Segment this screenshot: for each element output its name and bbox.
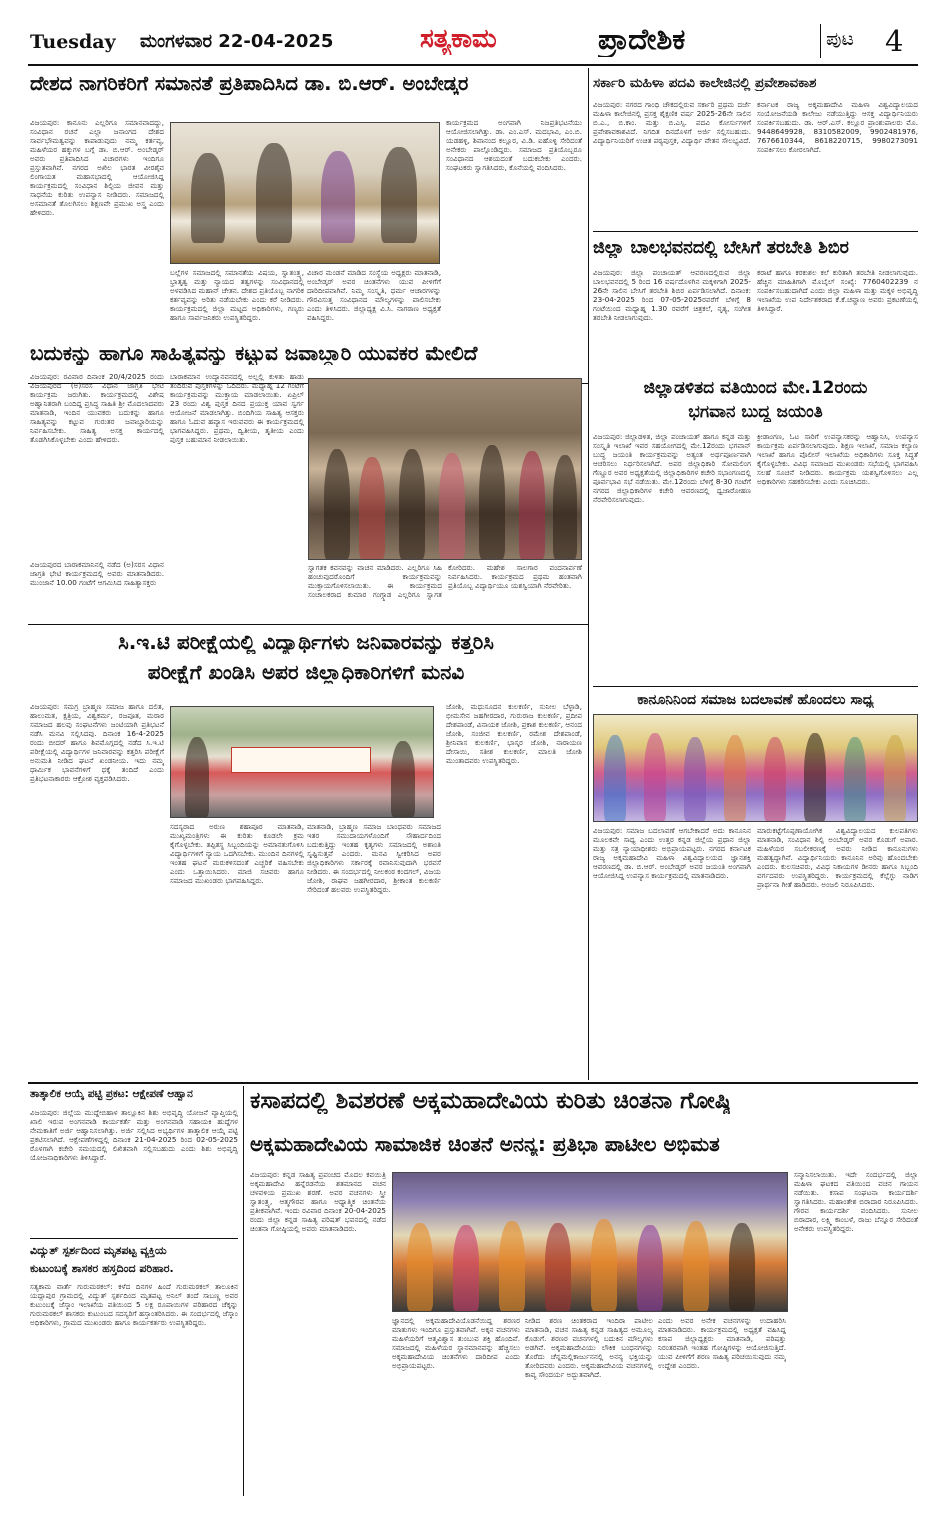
article-7-headline: ಕಾನೂನಿನಿಂದ ಸಮಾಜ ಬದಲಾವಣೆ ಹೊಂದಲು ಸಾಧ್ಯ [637, 692, 874, 708]
newspaper-logo: ಸತ್ಯಕಾಮ [420, 24, 497, 54]
article-1-col-1: ವಿಜಯಪುರ: ಕಾನೂನು ಎಲ್ಲರಿಗೂ ಸಮಾನವಾದದ್ದು, ಸಂವಿಧಾನ ರಚನೆ ಎಲ್ಲಾ ಜನಾಂಗದ ದೇಶದ ಸಾರ್ವಭೌಮತ್ವವನ್ನು ಕಾಪಾಡುವುದು ನಮ್ಮ ಕರ್ತವ್ಯ, ಮಹಿಳೆಯರ ಹಕ್ಕುಗಳ ಬಗ್ಗೆ ಡಾ. ಬಿ.ಆರ್. ಅಂಬೇಡ್ಕರ್ ಅವರು ಪ್ರತಿಪಾದಿಸಿದ ವಿಚಾರಗಳು ಇಂದಿಗೂ ಪ್ರಸ್ತುತವಾಗಿವೆ. ನಗರದ ಅಖಿಲ ಭಾರತ ವೀರಶೈವ ಲಿಂಗಾಯತ ಮಹಾಸಭಾದಲ್ಲಿ ಆಯೋಜಿಸಿದ್ದ ಕಾರ್ಯಕ್ರಮದಲ್ಲಿ ಸಂವಿಧಾನ ಶಿಲ್ಪಿಯ ಜೀವನ ಮತ್ತು ಸಾಧನೆಯ ಕುರಿತು ಉಪನ್ಯಾಸ ನೀಡಿದರು. ಸಮಾಜದಲ್ಲಿ ಅಸಮಾನತೆ ತೊಲಗಿಸಲು ಶಿಕ್ಷಣವೇ ಪ್ರಮುಖ ಅಸ್ತ್ರ ಎಂದು ಹೇಳಿದರು. [30, 118, 164, 217]
header-rule [28, 64, 918, 66]
article-9-body: ಸತ್ಯಕಾಮ ವಾರ್ತೆ ಗುರುಮಠಕಲ್: ಕಳೆದ ದಿನಗಳ ಹಿಂದೆ ಗುರುಮಠಕಲ್ ತಾಲೂಕಿನ ಯದ್ಲಾಪುರ ಗ್ರಾಮದಲ್ಲಿ ವಿದ್ಯುತ್ ಸ್ಪರ್ಶದಿಂದ ಮೃತಪಟ್ಟ ಅನಿಲ್ ತಂದೆ ಸಾಬಣ್ಣ ಅವರ ಕುಟುಂಬಕ್ಕೆ ಜೆಸ್ಕಾಂ ಇಲಾಖೆಯ ವತಿಯಿಂದ 5 ಲಕ್ಷ ರೂಪಾಯಿಗಳ ಪರಿಹಾರದ ಚೆಕ್ಕನ್ನು ಗುರುಮಠಕಲ್ ಶಾಸಕರು ಕುಟುಂಬದ ಸದಸ್ಯರಿಗೆ ಹಸ್ತಾಂತರಿಸಿದರು. ಈ ಸಂದರ್ಭದಲ್ಲಿ ಜೆಸ್ಕಾಂ ಅಧಿಕಾರಿಗಳು, ಗ್ರಾಮದ ಮುಖಂಡರು ಹಾಗೂ ಕಾರ್ಯಕರ್ತರು ಉಪಸ್ಥಿತರಿದ್ದರು. [30, 1282, 238, 1327]
article-10-col-5: ಸನ್ಮಾನಿಸಲಾಯಿತು. ಇದೇ ಸಂದರ್ಭದಲ್ಲಿ ಜಿಲ್ಲಾ ಮಹಿಳಾ ಘಟಕದ ವತಿಯಿಂದ ವಚನ ಗಾಯನ ನಡೆಯಿತು. ಕಸಾಪ ಸಂಘಟನಾ ಕಾರ್ಯದರ್ಶಿ ಸ್ವಾಗತಿಸಿದರು. ಮಹಾಂತೇಶ ಬಿರಾದಾರ ನಿರೂಪಿಸಿದರು. ಗೌರವ ಕಾರ್ಯದರ್ಶಿ ವಂದಿಸಿದರು. ಸುನೀಲ ಬಿರಾದಾರ, ಲಕ್ಷ್ಮಿ ಕಾಂಬಳೆ, ರಾಜು ಬೆನ್ನೂರ ಸೇರಿದಂತೆ ಅನೇಕರು ಉಪಸ್ಥಿತರಿದ್ದರು. [794, 1170, 918, 1233]
header-date: ಮಂಗಳವಾರ 22-04-2025 [140, 31, 334, 52]
article-1-col-3: ವಿಚಾರ ಮಂಡನೆ ಮಾಡಿದ ಸಂಸ್ಥೆಯ ಅಧ್ಯಕ್ಷರು ಮಾತನಾಡಿ, ಅಂಬೇಡ್ಕರ್ ಅವರ ಚಿಂತನೆಗಳು ಯುವ ಪೀಳಿಗೆಗೆ ದಾರಿದೀಪವಾಗಿವೆ. ನಿಮ್ಮ ಸಂಸ್ಕೃತಿ, ಧರ್ಮ ಆಚಾರಗಳನ್ನು ಗೌರವಿಸುತ್ತ ಸಂವಿಧಾನದ ಮೌಲ್ಯಗಳನ್ನು ಪಾಲಿಸಬೇಕು ಎಂದು ತಿಳಿಸಿದರು. ಜಿಲ್ಲಾಧ್ಯಕ್ಷ ವಿ.ಸಿ. ನಾಗಠಾಣ ಅಧ್ಯಕ್ಷತೆ ವಹಿಸಿದ್ದರು. [307, 268, 441, 322]
article-10-col-1: ವಿಜಯಪುರ: ಕನ್ನಡ ಸಾಹಿತ್ಯ ಪ್ರಪಂಚದ ಮೊದಲ ಕವಯಿತ್ರಿ ಅಕ್ಕಮಹಾದೇವಿ ಹನ್ನೆರಡನೆಯ ಶತಮಾನದ ವಚನ ಚಳವಳಿಯ ಪ್ರಮುಖ ಶರಣೆ. ಅವರ ವಚನಗಳು ಸ್ತ್ರೀ ಸ್ವಾತಂತ್ರ್ಯ, ಆತ್ಮಗೌರವ ಹಾಗೂ ಆಧ್ಯಾತ್ಮಿಕ ಚಿಂತನೆಯ ಪ್ರತೀಕವಾಗಿವೆ. ಇಂದು ರವಿವಾರ ದಿನಾಂಕ 20-04-2025 ರಂದು ಜಿಲ್ಲಾ ಕನ್ನಡ ಸಾಹಿತ್ಯ ಪರಿಷತ್ ಭವನದಲ್ಲಿ ನಡೆದ ಚಿಂತನಾ ಗೋಷ್ಠಿಯಲ್ಲಿ ಅವರು ಮಾತನಾಡಿದರು. [250, 1170, 386, 1233]
article-6-col-2: ಸದಸ್ಯರಾದ ಅರುಣ ಶಹಾಪೂರ ಮಾತನಾಡಿ, ಮುಖ್ಯಮಂತ್ರಿಗಳು ಈ ಕುರಿತು ಕೂಡಲೇ ಕ್ರಮ ಕೈಗೊಳ್ಳಬೇಕು. ತಪ್ಪಿತಸ್ಥ ಸಿಬ್ಬಂದಿಯನ್ನು ಅಮಾನತುಗೊಳಿಸಿ ವಿದ್ಯಾರ್ಥಿಗಳಿಗೆ ನ್ಯಾಯ ಒದಗಿಸಬೇಕು. ಮುಂದಿನ ದಿನಗಳಲ್ಲಿ ಇಂತಹ ಘಟನೆ ಮರುಕಳಿಸದಂತೆ ಎಚ್ಚರಿಕೆ ವಹಿಸಬೇಕು ಎಂದು ಒತ್ತಾಯಿಸಿದರು. ಮಾಜಿ ಸಚಿವರು ಹಾಗೂ ಸಮಾಜದ ಮುಖಂಡರು ಭಾಗವಹಿಸಿದ್ದರು. [170, 822, 304, 885]
article-10-col-2: ಜ್ಞಾನದಲ್ಲಿ ಅಕ್ಕಮಹಾದೇವಿಯೊಡನೆಯಿದ್ದ ಶರಣರ ಮಾತುಗಳು ಇಂದಿಗೂ ಪ್ರಸ್ತುತವಾಗಿವೆ. ಅಕ್ಕನ ವಚನಗಳು ಮಹಿಳೆಯರಿಗೆ ಆತ್ಮವಿಶ್ವಾಸ ತುಂಬುವ ಶಕ್ತಿ ಹೊಂದಿವೆ. ಸಮಾಜದಲ್ಲಿ ಮಹಿಳೆಯರ ಸ್ಥಾನಮಾನವನ್ನು ಹೆಚ್ಚಿಸಲು ಅಕ್ಕಮಹಾದೇವಿಯ ಚಿಂತನೆಗಳು ದಾರಿದೀಪ ಎಂದು ಅಭಿಪ್ರಾಯಪಟ್ಟರು. [392, 1316, 520, 1370]
divider [28, 1082, 918, 1084]
article-2-col-1: ವಿಜಯಪುರ: ನಗರದ ಗಾಂಧಿ ಚೌಕದಲ್ಲಿರುವ ಸರ್ಕಾರಿ ಪ್ರಥಮ ದರ್ಜೆ ಮಹಿಳಾ ಕಾಲೇಜಿನಲ್ಲಿ ಪ್ರಸಕ್ತ ಶೈಕ್ಷಣಿಕ ವರ್ಷ 2025-26ನೇ ಸಾಲಿನ ಬಿ.ಎ., ಬಿ.ಕಾಂ. ಮತ್ತು ಬಿ.ಎಸ್ಸಿ. ಪದವಿ ಕೋರ್ಸುಗಳಿಗೆ ಪ್ರವೇಶಾವಕಾಶವಿದೆ. ನಿಗದಿತ ದಿನದೊಳಗೆ ಅರ್ಜಿ ಸಲ್ಲಿಸಬಹುದು. ವಿದ್ಯಾರ್ಥಿನಿಯರಿಗೆ ಉಚಿತ ಪಠ್ಯಪುಸ್ತಕ, ವಿದ್ಯಾರ್ಥಿ ವೇತನ ಸೌಲಭ್ಯವಿದೆ. [593, 100, 751, 145]
article-5-col-1: ವಿಜಯಪುರ: ಜಿಲ್ಲಾಡಳಿತ, ಜಿಲ್ಲಾ ಪಂಚಾಯತ್ ಹಾಗೂ ಕನ್ನಡ ಮತ್ತು ಸಂಸ್ಕೃತಿ ಇಲಾಖೆ ಇವರ ಸಹಯೋಗದಲ್ಲಿ ಮೇ.12ರಂದು ಭಗವಾನ್ ಬುದ್ಧ ಜಯಂತಿ ಕಾರ್ಯಕ್ರಮವನ್ನು ಅತ್ಯಂತ ಅರ್ಥಪೂರ್ಣವಾಗಿ ಆಚರಿಸಲು ನಿರ್ಧರಿಸಲಾಗಿದೆ. ಅಪರ ಜಿಲ್ಲಾಧಿಕಾರಿ ಸೋಮಲಿಂಗ ಗೆಣ್ಣೂರ ಅವರ ಅಧ್ಯಕ್ಷತೆಯಲ್ಲಿ ಜಿಲ್ಲಾಧಿಕಾರಿಗಳ ಕಚೇರಿ ಸಭಾಂಗಣದಲ್ಲಿ ಪೂರ್ವಭಾವಿ ಸಭೆ ನಡೆಯಿತು. ಮೇ.12ರಂದು ಬೆಳಿಗ್ಗೆ 8-30 ಗಂಟೆಗೆ ನಗರದ ಜಿಲ್ಲಾಧಿಕಾರಿಗಳ ಕಚೇರಿ ಆವರಣದಲ್ಲಿ ಧ್ವಜಾರೋಹಣ ನೆರವೇರಿಸಲಾಗುವುದು. [593, 432, 751, 504]
article-1-col-2: ಬಲ್ಲೆಗಳ ಸಮಾಜದಲ್ಲಿ ಸಮಾನತೆಯ ವಿಷಯ, ಸ್ವಾತಂತ್ರ್ಯ, ಭ್ರಾತೃತ್ವ ಮತ್ತು ನ್ಯಾಯದ ತತ್ವಗಳನ್ನು ಸಂವಿಧಾನದಲ್ಲಿ ಅಳವಡಿಸಿದ ಮಹಾನ್ ಚೇತನ. ದೇಶದ ಪ್ರತಿಯೊಬ್ಬ ನಾಗರಿಕ ಕರ್ತವ್ಯವನ್ನು ಅರಿತು ನಡೆಯಬೇಕು ಎಂದು ಕರೆ ನೀಡಿದರು. ಕಾರ್ಯಕ್ರಮದಲ್ಲಿ ಜಿಲ್ಲಾ ಮಟ್ಟದ ಅಧಿಕಾರಿಗಳು, ಗಣ್ಯರು ಹಾಗೂ ಸಾರ್ವಜನಿಕರು ಉಪಸ್ಥಿತರಿದ್ದರು. [170, 268, 304, 322]
header-day: Tuesday [30, 31, 116, 53]
article-7-photo [593, 714, 918, 822]
column-divider [243, 1086, 244, 1496]
article-8-body: ವಿಜಯಪುರ: ಜಿಲ್ಲೆಯ ಮುದ್ದೇಬಿಹಾಳ ತಾಲ್ಲೂಕಿನ ಶಿಶು ಅಭಿವೃದ್ಧಿ ಯೋಜನೆ ವ್ಯಾಪ್ತಿಯಲ್ಲಿ ಖಾಲಿ ಇರುವ ಅಂಗನವಾಡಿ ಕಾರ್ಯಕರ್ತೆ ಮತ್ತು ಅಂಗನವಾಡಿ ಸಹಾಯಕಿ ಹುದ್ದೆಗಳ ನೇಮಕಾತಿಗೆ ಅರ್ಜಿ ಆಹ್ವಾನಿಸಲಾಗಿತ್ತು. ಅರ್ಜಿ ಸಲ್ಲಿಸಿದ ಅಭ್ಯರ್ಥಿಗಳ ತಾತ್ಕಾಲಿಕ ಆಯ್ಕೆ ಪಟ್ಟಿ ಪ್ರಕಟಿಸಲಾಗಿದೆ. ಆಕ್ಷೇಪಣೆಗಳಿದ್ದಲ್ಲಿ ದಿನಾಂಕ 21-04-2025 ರಿಂದ 02-05-2025 ರೊಳಗಾಗಿ ಕಚೇರಿ ಸಮಯದಲ್ಲಿ ಲಿಖಿತವಾಗಿ ಸಲ್ಲಿಸಬಹುದು ಎಂದು ಶಿಶು ಅಭಿವೃದ್ಧಿ ಯೋಜನಾಧಿಕಾರಿಗಳು ತಿಳಿಸಿದ್ದಾರೆ. [30, 1108, 238, 1162]
article-2-col-2: ಕರ್ನಾಟಕ ರಾಜ್ಯ ಅಕ್ಕಮಹಾದೇವಿ ಮಹಿಳಾ ವಿಶ್ವವಿದ್ಯಾಲಯದ ಸಂಯೋಜನೆಯಡಿ ಕಾಲೇಜು ನಡೆಯುತ್ತಿದ್ದು ಆಸಕ್ತ ವಿದ್ಯಾರ್ಥಿನಿಯರು ಸಂಪರ್ಕಿಸಬಹುದು. ಡಾ. ಆರ್.ಎಸ್. ಕಲ್ಲೂರ ಪ್ರಾಂಶುಪಾಲರು ಮೊ. 9448649928, 8310582009, 9902481976, 7676610344, 8618220715, 9980273091 ಸಂಪರ್ಕಿಸಲು ಕೋರಲಾಗಿದೆ. [757, 100, 918, 154]
page-label: ಪುಟ [826, 28, 854, 50]
header-divider [820, 24, 821, 58]
article-6-photo [170, 706, 434, 818]
article-7-col-1: ವಿಜಯಪುರ: ಸಮಾಜ ಬದಲಾವಣೆ ಆಗಬೇಕಾದರೆ ಅದು ಕಾನೂನಿನ ಮೂಲಕವೇ ಸಾಧ್ಯ ಎಂದು ಉತ್ತರ ಕನ್ನಡ ಜಿಲ್ಲೆಯ ಪ್ರಧಾನ ಜಿಲ್ಲಾ ಮತ್ತು ಸತ್ರ ನ್ಯಾಯಾಧೀಶರು ಅಭಿಪ್ರಾಯಪಟ್ಟರು. ನಗರದ ಕರ್ನಾಟಕ ರಾಜ್ಯ ಅಕ್ಕಮಹಾದೇವಿ ಮಹಿಳಾ ವಿಶ್ವವಿದ್ಯಾಲಯದ ಜ್ಞಾನಶಕ್ತಿ ಆವರಣದಲ್ಲಿ ಡಾ. ಬಿ.ಆರ್. ಅಂಬೇಡ್ಕರ್ ಅವರ ಜಯಂತಿ ಅಂಗವಾಗಿ ಆಯೋಜಿಸಿದ್ದ ಉಪನ್ಯಾಸ ಕಾರ್ಯಕ್ರಮದಲ್ಲಿ ಮಾತನಾಡಿದರು. [593, 826, 751, 880]
divider [30, 1238, 238, 1239]
page-number: 4 [885, 24, 904, 58]
article-4-photo [308, 378, 582, 560]
article-10-col-3: ನೀಡಿದ ಶರಣ ಚಿಂತಕರಾದ ಇಂದಿರಾ ಪಾಟೀಲ ಮಾತನಾಡಿ, ವಚನ ಸಾಹಿತ್ಯ ಕನ್ನಡ ಸಾಹಿತ್ಯದ ಅಮೂಲ್ಯ ಕೊಡುಗೆ. ಶರಣರ ವಚನಗಳಲ್ಲಿ ಬದುಕಿನ ಮೌಲ್ಯಗಳು ಅಡಗಿವೆ. ಅಕ್ಕಮಹಾದೇವಿಯು ಲೌಕಿಕ ಬಂಧನಗಳನ್ನು ತೊರೆದು ಚೆನ್ನಮಲ್ಲಿಕಾರ್ಜುನನಲ್ಲಿ ಅನನ್ಯ ಭಕ್ತಿಯನ್ನು ತೋರಿದವರು ಎಂದರು. ಅಕ್ಕಮಹಾದೇವಿಯ ವಚನಗಳಲ್ಲಿ ಕಾವ್ಯ ಸೌಂದರ್ಯ ಅದ್ಭುತವಾಗಿದೆ. [525, 1316, 653, 1379]
article-10-col-4: ಎಂದು ಅವರ ಅನೇಕ ವಚನಗಳನ್ನು ಉದಾಹರಿಸಿ ಮಾತನಾಡಿದರು. ಕಾರ್ಯಕ್ರಮದಲ್ಲಿ ಅಧ್ಯಕ್ಷತೆ ವಹಿಸಿದ್ದ ಕಸಾಪ ಜಿಲ್ಲಾಧ್ಯಕ್ಷರು ಮಾತನಾಡಿ, ಪರಿಷತ್ತು ನಿರಂತರವಾಗಿ ಇಂತಹ ಗೋಷ್ಠಿಗಳನ್ನು ಆಯೋಜಿಸುತ್ತಿದೆ. ಯುವ ಪೀಳಿಗೆಗೆ ಶರಣ ಸಾಹಿತ್ಯ ಪರಿಚಯಿಸುವುದು ನಮ್ಮ ಉದ್ದೇಶ ಎಂದರು. [658, 1316, 786, 1370]
article-5-col-2: ಕ್ರೀಡಾಂಗಣ, ಓಟ ಸಾರಿಗೆ ಉಪನ್ಯಾಸಕರನ್ನು ಆಹ್ವಾನಿಸಿ, ಉಪನ್ಯಾಸ ಕಾರ್ಯಕ್ರಮ ಏರ್ಪಡಿಸಲಾಗುವುದು. ಶಿಕ್ಷಣ ಇಲಾಖೆ, ಸಮಾಜ ಕಲ್ಯಾಣ ಇಲಾಖೆ ಹಾಗೂ ಪೊಲೀಸ್ ಇಲಾಖೆಯ ಅಧಿಕಾರಿಗಳು ಸೂಕ್ತ ಸಿದ್ಧತೆ ಕೈಗೊಳ್ಳಬೇಕು. ವಿವಿಧ ಸಮಾಜದ ಮುಖಂಡರು ಸಭೆಯಲ್ಲಿ ಭಾಗವಹಿಸಿ ಸಲಹೆ ಸೂಚನೆ ನೀಡಿದರು. ಕಾರ್ಯಕ್ರಮ ಯಶಸ್ವಿಗೊಳಿಸಲು ಎಲ್ಲ ಅಧಿಕಾರಿಗಳು ಸಹಕರಿಸಬೇಕು ಎಂದು ಸೂಚಿಸಿದರು. [757, 432, 918, 486]
article-4-headline: ಬದುಕನ್ನು ಹಾಗೂ ಸಾಹಿತ್ಯವನ್ನು ಕಟ್ಟುವ ಜವಾಬ್ದಾರಿ ಯುವಕರ ಮೇಲಿದೆ [30, 341, 478, 365]
article-10-subheadline: ಅಕ್ಕಮಹಾದೇವಿಯ ಸಾಮಾಜಿಕ ಚಿಂತನೆ ಅನನ್ಯ: ಪ್ರತಿಭಾ ಪಾಟೀಲ ಅಭಿಮತ [250, 1132, 720, 1156]
article-10-headline: ಕಸಾಪದಲ್ಲಿ ಶಿವಶರಣೆ ಅಕ್ಕಮಹಾದೇವಿಯ ಕುರಿತು ಚಿಂತನಾ ಗೋಷ್ಠಿ [250, 1088, 731, 1114]
article-4-col-1: ವಿಜಯಪುರ: ರವಿವಾರ ದಿನಾಂಕ 20/4/2025 ರಂದು ವಿಜಯಪುರದ (ಅ)ಸರಸ ವಿಧಾನ ಜಾಗ್ರತಿ ಭೇಟಿ ಕಾರ್ಯಕ್ರಮ ಜರುಗಿತು. ಕಾರ್ಯಕ್ರಮದಲ್ಲಿ ವಿಶೇಷ ಅಹ್ವಾನಿತರಾಗಿ ಬಂದಿದ್ದ ಪ್ರಸಿದ್ಧ ಸಾಹಿತಿ ಶ್ರೀ ಮೊದಲಾದವರು ಮಾತನಾಡಿ, ಇಂದಿನ ಯುವಕರು ಬದುಕನ್ನು ಹಾಗೂ ಸಾಹಿತ್ಯವನ್ನು ಕಟ್ಟುವ ಗುರುತರ ಜವಾಬ್ದಾರಿಯನ್ನು ನಿರ್ವಹಿಸಬೇಕು. ಸಾಹಿತ್ಯ ಅಸಕ್ತ ಕಾರ್ಯದಲ್ಲಿ ತೊಡಗಿಸಿಕೊಳ್ಳಬೇಕು ಎಂದು ಹೇಳಿದರು. [30, 372, 164, 444]
divider [593, 686, 918, 687]
article-9-subheadline: ಕುಟುಂಬಕ್ಕೆ ಶಾಸಕರ ಹಸ್ತದಿಂದ ಪರಿಹಾರ. [30, 1262, 174, 1275]
article-10-photo [392, 1172, 788, 1312]
article-5-subheadline: ಭಗವಾನ ಬುದ್ಧ ಜಯಂತಿ [688, 402, 823, 422]
article-4-col-2: ಬಾರಾಕಮಾನ ಉದ್ಯಾನವನದಲ್ಲಿ ಅಲ್ಲಲ್ಲಿ ಕುಳಿತು ಹಾಡು ತಂದಿರುವ ಪುಸ್ತಕಗಳನ್ನು ಓದಿದರು. ಮಧ್ಯಾಹ್ನ 12 ಗಂಟೆಗೆ ಕಾರ್ಯಕ್ರಮವನ್ನು ಮುಕ್ತಾಯ ಮಾಡಲಾಯಿತು. ಏಪ್ರಿಲ್ 23 ರಂದು ವಿಶ್ವ ಪುಸ್ತಕ ದಿನದ ಪ್ರಯುಕ್ತ ಯಾವ ಸ್ವರ್ಗ ಆಯೋಜನೆ ಮಾಡಲಾಗಿತ್ತು. ಬಿಂದಿಗಿಯ ಸಾಹಿತ್ಯ ಆಸಕ್ತರು ಹಾಗೂ ಓದುವ ಹವ್ಯಾಸ ಇರುವವರು ಈ ಕಾರ್ಯಕ್ರಮದಲ್ಲಿ ಭಾಗವಹಿಸಿದ್ದರು. ಪ್ರಥಮ, ದ್ವಿತೀಯ, ತೃತೀಯ ಎಂದು ಪುಸ್ತಕ ಬಹುಮಾನ ನೀಡಲಾಯಿತು. [170, 372, 304, 444]
section-title: ಪ್ರಾದೇಶಿಕ [598, 22, 686, 56]
article-9-headline: ವಿದ್ಯುತ್ ಸ್ಪರ್ಶದಿಂದ ಮೃತಪಟ್ಟ ವ್ಯಕ್ತಿಯ [30, 1244, 167, 1257]
article-4-col-3: ಸ್ವಾಗತಕ ಕವನವನ್ನು ವಾಚನ ಮಾಡಿದರು. ಎಲ್ಲರಿಗೂ ಸಿಹಿ ಹಂಚುವುದರೊಂದಿಗೆ ಕಾರ್ಯಕ್ರಮವನ್ನು ಮುಕ್ತಾಯಗೊಳಿಸಲಾಯಿತು. ಈ ಕಾರ್ಯಕ್ರಮದ ಸಂಚಾಲಕರಾದ ಕುಮಾರ ಗಂಗ್ಗ್ನಾಡ ಎಲ್ಲರಿಗೂ ಸ್ವಾಗತ ಕೋರಿದರು. ಮಹೇಶ ಸಾಲಗಾರ ವಂದನಾರ್ಪಣೆ ನಿರ್ವಹಿಸಿದರು. ಕಾರ್ಯಕ್ರಮದ ಪ್ರಥಮ ಹಂತವಾಗಿ ಪ್ರತಿಯೊಬ್ಬ ವಿದ್ಯಾರ್ಥಿಯೂ ಯಶಸ್ವಿಯಾಗಿ ನೆರವೇರಿತು. [308, 563, 582, 599]
article-6-col-1: ವಿಜಯಪುರ: ಸಮಗ್ರ ಬ್ರಾಹ್ಮಣ ಸಮಾಜ ಹಾಗೂ ದಲಿತ, ಹಾಲುಮತ, ಕ್ಷತ್ರಿಯ, ವಿಶ್ವಕರ್ಮ, ರಜಪೂತ, ಮರಾಠ ಸಮಾಜದ ಹಲವು ಸಂಘಟನೆಗಳು ಜಂಟಿಯಾಗಿ ಪ್ರತಿಭಟನೆ ನಡೆಸಿ ಮನವಿ ಸಲ್ಲಿಸಿದವು. ದಿನಾಂಕ 16-4-2025 ರಂದು ಬೀದರ್ ಹಾಗೂ ಶಿವಮೊಗ್ಗದಲ್ಲಿ ನಡೆದ ಸಿ.ಇ.ಟಿ ಪರೀಕ್ಷೆಯಲ್ಲಿ ವಿದ್ಯಾರ್ಥಿಗಳ ಜನಿವಾರವನ್ನು ಕತ್ತರಿಸಿ ಪರೀಕ್ಷೆಗೆ ಅನುಮತಿ ನೀಡಿದ ಘಟನೆ ಖಂಡನೀಯ. ಇದು ನಮ್ಮ ಧಾರ್ಮಿಕ ಭಾವನೆಗಳಿಗೆ ಧಕ್ಕೆ ತಂದಿದೆ ಎಂದು ಪ್ರತಿಭಟನಾಕಾರರು ಆಕ್ರೋಶ ವ್ಯಕ್ತಪಡಿಸಿದರು. [30, 702, 164, 783]
article-6-col-3: ಮಾತನಾಡಿ, ಬ್ರಾಹ್ಮಣ ಸಮಾಜ ಬಾಂಧವರು ಸಮಾಜದ ಇತರ ಸಮುದಾಯಗಳೊಂದಿಗೆ ಸೌಹಾರ್ದದಿಂದ ಬದುಕುತ್ತಿದ್ದು ಇಂತಹ ಕೃತ್ಯಗಳು ಸಮಾಜದಲ್ಲಿ ಅಶಾಂತಿ ಸೃಷ್ಟಿಸುತ್ತವೆ ಎಂದರು. ಮನವಿ ಸ್ವೀಕರಿಸಿದ ಅಪರ ಜಿಲ್ಲಾಧಿಕಾರಿಗಳು ಸರ್ಕಾರಕ್ಕೆ ರವಾನಿಸುವುದಾಗಿ ಭರವಸೆ ನೀಡಿದರು. ಈ ಸಂದರ್ಭದಲ್ಲಿ ನೀಲಕಂಠ ಕಂದಗಲ್, ವಿಜಯ ಜೋಶಿ, ರಾಘವ ಜಹಗೀರದಾರ, ಶ್ರೀಕಾಂತ ಕುಲಕರ್ಣಿ ಸೇರಿದಂತೆ ಹಲವರು ಉಪಸ್ಥಿತರಿದ್ದರು. [307, 822, 441, 894]
article-6-col-4: ಜೋಶಿ, ಮಧುಸೂದನ ಕುಲಕರ್ಣಿ, ಸುನೀಲ ಬೆಳ್ಳಾಡಿ, ಭೀಮಸೇನ ಜಹಗೀರದಾರ, ಗುರುರಾಜ ಕುಲಕರ್ಣಿ, ಪ್ರದೀಪ ದೇಶಪಾಂಡೆ, ವಿನಾಯಕ ಜೋಶಿ, ಪ್ರಕಾಶ ಕುಲಕರ್ಣಿ, ಆನಂದ ಜೋಶಿ, ಸಂಜೀವ ಕುಲಕರ್ಣಿ, ರಮೇಶ ದೇಶಪಾಂಡೆ, ಶ್ರೀನಿವಾಸ ಕುಲಕರ್ಣಿ, ಭಾಸ್ಕರ ಜೋಶಿ, ನಾರಾಯಣ ದೇಸಾಯಿ, ಸತೀಶ ಕುಲಕರ್ಣಿ, ಮಾಲತಿ ಜೋಶಿ ಮುಂತಾದವರು ಉಪಸ್ಥಿತರಿದ್ದರು. [446, 702, 582, 765]
article-3-headline: ಜಿಲ್ಲಾ ಬಾಲಭವನದಲ್ಲಿ ಬೇಸಿಗೆ ತರಬೇತಿ ಶಿಬಿರ [593, 238, 849, 258]
article-4-col-1b: ವಿಜಯಪುರದ ಬಾರಾಕಮಾನಿನಲ್ಲಿ ನಡೆದ (ಅ)ಸರಸ ವಿಧಾನ ಜಾಗ್ರತಿ ಭೇಟಿ ಕಾರ್ಯಕ್ರಮದಲ್ಲಿ ಅವರು ಮಾತನಾಡಿದರು. ಮುಂಜಾನೆ 10.00 ಗಂಟೆಗೆ ಆಗಮಿಸಿದ ಸಾಹಿತ್ಯಾಸಕ್ತರು [30, 560, 164, 587]
article-1-col-4: ಕಾರ್ಯಕ್ರಮದ ಅಂಗವಾಗಿ ನಿಜಪ್ರತಿಭಟನೆಯು ಆಯೋಜಿಸಲಾಗಿತ್ತು. ಡಾ. ಎಂ.ಎಸ್. ಮದಭಾವಿ, ಎಂ.ಬಿ. ಯಡಹಳ್ಳಿ, ಶಿವಾನಂದ ಕಲ್ಲೂರ, ವಿ.ಡಿ. ಐಹೊಳ್ಳಿ ಸೇರಿದಂತೆ ಅನೇಕರು ಪಾಲ್ಗೊಂಡಿದ್ದರು. ಸಮಾಜದ ಪ್ರತಿಯೊಬ್ಬರೂ ಸಂವಿಧಾನದ ಆಶಯದಂತೆ ಬದುಕಬೇಕು ಎಂದರು. ಸಂಘಟಕರು ಸ್ವಾಗತಿಸಿದರು, ಕೊನೆಯಲ್ಲಿ ವಂದಿಸಿದರು. [446, 118, 582, 172]
article-7-col-2: ಮಾರುಕಟ್ಟೆಗೊಪ್ಪಣಾಯೋಗಿಕ ವಿಶ್ವವಿದ್ಯಾಲಯದ ಕುಲಪತಿಗಳು ಮಾತನಾಡಿ, ಸಂವಿಧಾನ ಶಿಲ್ಪಿ ಅಂಬೇಡ್ಕರ್ ಅವರ ಕೊಡುಗೆ ಅಪಾರ. ಮಹಿಳೆಯರ ಸಬಲೀಕರಣಕ್ಕೆ ಅವರು ನೀಡಿದ ಕಾನೂನುಗಳು ಮಹತ್ವದ್ದಾಗಿವೆ. ವಿದ್ಯಾರ್ಥಿನಿಯರು ಕಾನೂನಿನ ಅರಿವು ಹೊಂದಬೇಕು ಎಂದರು. ಕುಲಸಚಿವರು, ವಿವಿಧ ನಿಕಾಯಗಳ ಡೀನರು ಹಾಗೂ ಸಿಬ್ಬಂದಿ ವರ್ಗದವರು ಉಪಸ್ಥಿತರಿದ್ದರು. ಕಾರ್ಯಕ್ರಮದಲ್ಲಿ ಕೆಲ್ಲೆಗ್ಳು ನಾಡಿಗ ಪ್ರಾರ್ಥನಾ ಗೀತೆ ಹಾಡಿದರು. ಅಂಜಲಿ ನಿರೂಪಿಸಿದರು. [757, 826, 918, 889]
article-3-col-2: ಕರಾಟೆ ಹಾಗೂ ಕರಕುಶಲ ಕಲೆ ಕುರಿತಾಗಿ ತರಬೇತಿ ನೀಡಲಾಗುವುದು. ಹೆಚ್ಚಿನ ಮಾಹಿತಿಗಾಗಿ ಮೊಬೈಲ್ ಸಂಖ್ಯೆ: 7760402239 ನ ಸಂಪರ್ಕಿಸಬಹುದಾಗಿದೆ ಎಂದು ಜಿಲ್ಲಾ ಮಹಿಳಾ ಮತ್ತು ಮಕ್ಕಳ ಅಭಿವೃದ್ಧಿ ಇಲಾಖೆಯ ಉಪ ನಿರ್ದೇಶಕರಾದ ಕೆ.ಕೆ.ಚವ್ಹಾಣ ಅವರು ಪ್ರಕಟಣೆಯಲ್ಲಿ ತಿಳಿಸಿದ್ದಾರೆ. [757, 268, 918, 313]
article-3-col-1: ವಿಜಯಪುರ: ಜಿಲ್ಲಾ ಪಂಚಾಯತ್ ಆವರಣದಲ್ಲಿರುವ ಜಿಲ್ಲಾ ಬಾಲಭವನದಲ್ಲಿ 5 ರಿಂದ 16 ವರ್ಷದೊಳಗಿನ ಮಕ್ಕಳಿಗಾಗಿ 2025-26ನೇ ಸಾಲಿನ ಬೇಸಿಗೆ ತರಬೇತಿ ಶಿಬಿರ ಏರ್ಪಡಿಸಲಾಗಿದೆ. ದಿನಾಂಕ: 23-04-2025 ರಿಂದ 07-05-2025ರವರೆಗೆ ಬೆಳಿಗ್ಗೆ 8 ಗಂಟೆಯಿಂದ ಮಧ್ಯಾಹ್ನ 1.30 ರವರೆಗೆ ಚಿತ್ರಕಲೆ, ನೃತ್ಯ, ಸಂಗೀತ ತರಬೇತಿ ನೀಡಲಾಗುವುದು. [593, 268, 751, 322]
divider [28, 624, 588, 625]
article-6-headline: ಸಿ.ಇ.ಟಿ ಪರೀಕ್ಷೆಯಲ್ಲಿ ವಿದ್ಯಾರ್ಥಿಗಳು ಜನಿವಾರವನ್ನು ಕತ್ತರಿಸಿ [118, 630, 494, 654]
article-5-headline: ಜಿಲ್ಲಾಡಳಿತದ ವತಿಯಿಂದ ಮೇ.12ರಂದು [643, 378, 868, 398]
article-2-headline: ಸರ್ಕಾರಿ ಮಹಿಳಾ ಪದವಿ ಕಾಲೇಜಿನಲ್ಲಿ ಪ್ರವೇಶಾವಕಾಶ [593, 75, 817, 91]
article-8-headline: ತಾತ್ಕಾಲಿಕ ಆಯ್ಕೆ ಪಟ್ಟಿ ಪ್ರಕಟ: ಆಕ್ಷೇಪಣೆ ಆಹ್ವಾನ [30, 1088, 193, 1100]
article-1-headline: ದೇಶದ ನಾಗರಿಕರಿಗೆ ಸಮಾನತೆ ಪ್ರತಿಪಾದಿಸಿದ ಡಾ. ಬಿ.ಆರ್. ಅಂಬೇಡ್ಕರ [30, 72, 469, 95]
divider [593, 231, 918, 232]
article-6-subheadline: ಪರೀಕ್ಷೆಗೆ ಖಂಡಿಸಿ ಅಪರ ಜಿಲ್ಲಾಧಿಕಾರಿಗಳಿಗೆ ಮನವಿ [147, 660, 465, 684]
article-1-photo [170, 122, 440, 264]
column-divider [588, 68, 589, 1080]
